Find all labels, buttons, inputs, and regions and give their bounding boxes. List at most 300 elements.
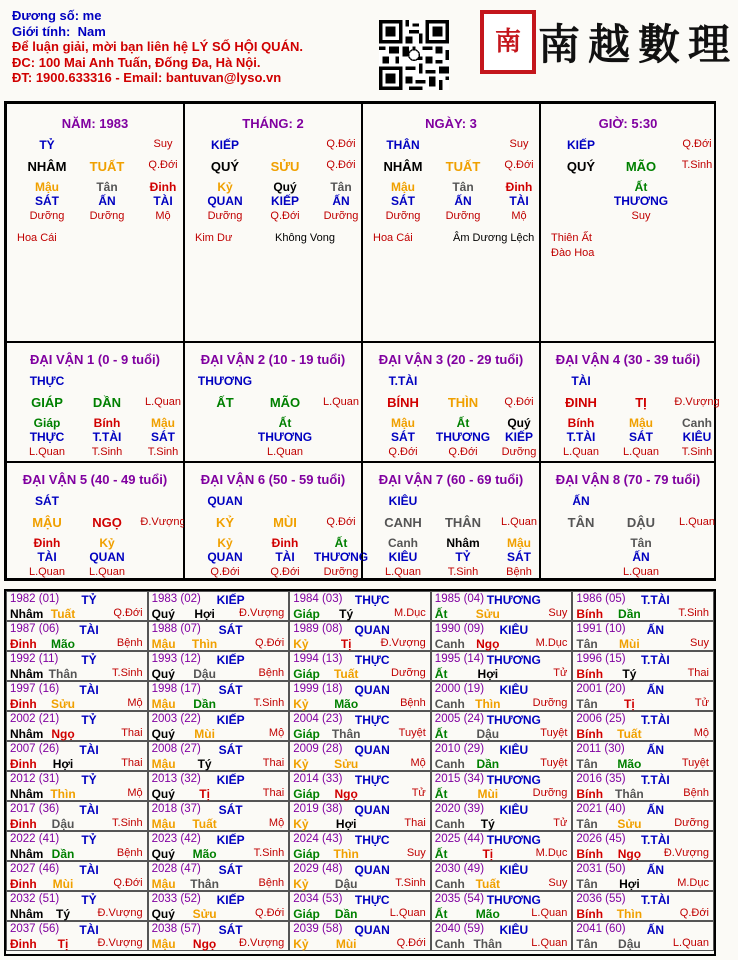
hidden-star: ẤN [332, 194, 350, 208]
year-life-stage: Q.Đới [113, 877, 143, 889]
hidden-stem: Kỷ [217, 180, 233, 194]
owner-line [12, 8, 372, 24]
hidden-stem: Đinh [149, 180, 177, 194]
year-life-stage: Đ.Vượng [380, 637, 426, 649]
earthly-branch: DẦN [92, 395, 122, 410]
year-star: QUAN [354, 683, 390, 697]
year-branch: Tý [55, 907, 70, 921]
year-stem: Mậu [151, 697, 176, 711]
year-stem: Tân [576, 757, 598, 771]
hidden-stem: Mậu [151, 416, 175, 430]
year-star: TỶ [81, 593, 97, 607]
heavenly-stem: ĐINH [565, 395, 597, 410]
year-cell [431, 771, 573, 801]
year-stem: Giáp [293, 847, 320, 861]
year-star: TÀI [79, 623, 99, 637]
year-stem: Bính [576, 667, 604, 681]
year-star: KIÊU [499, 743, 529, 757]
year-branch: Hợi [335, 817, 357, 831]
year-stem: Nhâm [10, 607, 44, 621]
hidden-star: TÀI [275, 550, 295, 564]
year-star: TÀI [79, 683, 99, 697]
earthly-branch: TUẤT [445, 159, 481, 174]
year-cell [289, 621, 431, 651]
year-cell [431, 741, 573, 771]
hidden-stem: Kỷ [99, 536, 115, 550]
heavenly-stem: NHÂM [383, 159, 423, 174]
year-branch: Dậu [334, 877, 358, 891]
hidden-life-stage: Suy [631, 210, 651, 222]
hidden-life-stage: T.Sinh [91, 446, 123, 458]
year-star: THỰC [354, 833, 390, 847]
year-star: THƯƠNG [486, 833, 541, 847]
year-label: 2013 (32) [151, 773, 201, 785]
year-star: THƯƠNG [486, 653, 541, 667]
year-branch: Hợi [52, 757, 74, 771]
dai-van-title: ĐẠI VẬN 6 (50 - 59 tuổi) [200, 472, 346, 487]
year-branch: Ngọ [51, 727, 75, 741]
year-cell [572, 621, 714, 651]
hidden-star: SÁT [391, 430, 415, 444]
year-stem: Đinh [10, 757, 37, 771]
main-star-label: TỶ [39, 138, 55, 152]
year-cell [148, 741, 290, 771]
year-cell [289, 741, 431, 771]
year-label: 1995 (14) [434, 653, 485, 665]
year-branch: Thìn [333, 847, 359, 861]
year-life-stage: T.Sinh [112, 667, 143, 679]
year-life-stage: Dưỡng [674, 817, 709, 829]
year-cell [572, 711, 714, 741]
hidden-life-stage: L.Quan [562, 446, 600, 458]
year-label: 2001 (20) [576, 683, 626, 695]
dai-van-cell-8 [540, 462, 716, 579]
year-label: 2015 (34) [434, 773, 485, 785]
year-branch: Dậu [618, 937, 641, 951]
year-label: 1982 (01) [10, 593, 60, 605]
year-stem: Kỷ [293, 637, 309, 651]
year-life-stage: Mộ [127, 787, 143, 799]
hidden-stem: Mậu [629, 416, 653, 430]
hidden-life-stage: L.Quan [88, 566, 126, 578]
year-label: 1992 (11) [10, 653, 59, 665]
year-stem: Ất [434, 607, 448, 621]
annual-luck-table [4, 589, 716, 956]
year-cell [148, 681, 290, 711]
year-label: 2031 (50) [576, 863, 626, 875]
year-life-stage: Tuyệt [540, 757, 568, 769]
year-life-stage: T.Sinh [112, 817, 143, 829]
year-cell [289, 831, 431, 861]
earthly-branch: DẬU [626, 515, 656, 530]
branch-life-stage: Q.Đới [326, 516, 356, 528]
year-life-stage: Mộ [693, 727, 709, 739]
year-branch: Tý [339, 607, 354, 621]
year-life-stage: Suy [690, 637, 709, 649]
year-stem: Ất [434, 727, 448, 741]
year-cell [6, 681, 148, 711]
year-star: QUAN [354, 923, 390, 937]
address-line: ĐC: 100 Mai Anh Tuấn, Đống Đa, Hà Nội. [12, 54, 261, 70]
year-life-stage: L.Quan [672, 937, 709, 949]
hidden-star: KIẾP [504, 430, 533, 444]
year-star: THỰC [354, 773, 390, 787]
year-label: 2029 (48) [293, 863, 343, 875]
year-cell [6, 591, 148, 621]
year-life-stage: Tuyệt [681, 757, 709, 769]
year-life-stage: Mộ [410, 757, 426, 769]
year-cell [431, 651, 573, 681]
earthly-branch: MÃO [625, 159, 657, 174]
pillar-cell-1 [6, 103, 184, 342]
dai-van-title: ĐẠI VẬN 3 (20 - 29 tuổi) [378, 352, 524, 367]
heavenly-stem: KỶ [215, 515, 235, 530]
year-cell [431, 681, 573, 711]
year-life-stage: Đ.Vượng [239, 607, 285, 619]
year-cell [289, 861, 431, 891]
special-star: Âm Dương Lệch [453, 232, 535, 244]
year-label: 1999 (18) [293, 683, 343, 695]
hidden-life-stage: L.Quan [384, 566, 422, 578]
year-stem: Kỷ [293, 817, 309, 831]
year-cell [572, 591, 714, 621]
year-branch: Sửu [617, 817, 642, 831]
hidden-life-stage: Mộ [155, 210, 171, 222]
year-branch: Tý [480, 817, 495, 831]
year-life-stage: Tử [694, 697, 709, 709]
main-star-label: ẤN [572, 494, 590, 508]
year-star: SÁT [218, 683, 243, 697]
year-life-stage: Thai [262, 787, 285, 799]
year-cell [6, 711, 148, 741]
year-star: TÀI [79, 743, 99, 757]
heavenly-stem: ẤT [216, 395, 234, 410]
year-life-stage: M.Dục [677, 877, 709, 889]
year-stem: Mậu [151, 877, 176, 891]
year-stem: Tân [576, 637, 598, 651]
hidden-star: THƯƠNG [613, 194, 669, 208]
year-stem: Giáp [293, 667, 320, 681]
year-branch: Mão [334, 697, 359, 711]
year-stem: Mậu [151, 637, 176, 651]
year-stem: Bính [576, 787, 604, 801]
earthly-branch: TỊ [635, 395, 647, 410]
year-cell [6, 861, 148, 891]
year-label: 2003 (22) [151, 713, 201, 725]
seal-stamp-icon: 南 [480, 10, 536, 74]
year-label: 1984 (03) [293, 593, 343, 605]
year-stem: Nhâm [10, 847, 44, 861]
year-label: 1993 (12) [151, 653, 201, 665]
year-label: 1994 (13) [293, 653, 343, 665]
hidden-star: ẤN [632, 550, 650, 564]
year-cell [6, 891, 148, 921]
year-life-stage: Q.Đới [113, 607, 143, 619]
year-stem: Bính [576, 727, 604, 741]
year-star: TÀI [79, 863, 99, 877]
year-label: 2025 (44) [434, 833, 485, 845]
year-branch: Sửu [192, 907, 217, 921]
year-label: 1988 (07) [151, 623, 201, 635]
branch-life-stage: Q.Đới [326, 159, 356, 171]
hidden-stem: Canh [682, 416, 712, 430]
hidden-star: TÀI [153, 194, 173, 208]
year-stem: Ất [434, 907, 448, 921]
year-stem: Đinh [10, 937, 37, 951]
qr-code-icon[interactable] [379, 20, 449, 90]
year-label: 2004 (23) [293, 713, 343, 725]
hidden-stem: Mậu [35, 180, 59, 194]
hidden-life-stage: T.Sinh [147, 446, 179, 458]
hidden-life-stage: Dưỡng [323, 566, 359, 578]
pillar-cell-4 [540, 103, 716, 342]
year-stem: Quý [151, 907, 175, 921]
year-label: 2040 (59) [434, 923, 485, 935]
year-label: 2028 (47) [151, 863, 201, 875]
year-life-stage: Suy [548, 607, 568, 619]
year-star: ẤN [646, 623, 665, 637]
heavenly-stem: QUÝ [210, 159, 240, 174]
year-label: 2024 (43) [293, 833, 343, 845]
year-stem: Đinh [10, 697, 37, 711]
year-life-stage: T.Sinh [395, 877, 426, 889]
year-cell [148, 621, 290, 651]
year-cell [431, 861, 573, 891]
dai-van-title: ĐẠI VẬN 7 (60 - 69 tuổi) [378, 472, 524, 487]
year-cell [289, 591, 431, 621]
earthly-branch: THÂN [444, 515, 482, 530]
year-branch: Thân [473, 937, 503, 951]
year-stem: Kỷ [293, 757, 309, 771]
year-stem: Tân [576, 937, 598, 951]
hidden-life-stage: Dưỡng [29, 210, 65, 222]
year-branch: Dậu [476, 727, 500, 741]
year-cell [289, 651, 431, 681]
pillar-title: THÁNG: 2 [242, 116, 304, 131]
year-cell [572, 771, 714, 801]
year-label: 2027 (46) [10, 863, 60, 875]
year-cell [148, 591, 290, 621]
year-life-stage: Suy [406, 847, 426, 859]
branch-life-stage: Q.Đới [504, 396, 534, 408]
year-star: T.TÀI [641, 833, 670, 847]
year-branch: Thân [615, 787, 644, 801]
dai-van-cell-4 [540, 342, 720, 462]
year-branch: Thân [190, 877, 219, 891]
branch-life-stage: Đ.Vượng [140, 516, 186, 528]
pillar-title: NĂM: 1983 [61, 116, 129, 131]
year-label: 2032 (51) [10, 893, 60, 905]
earthly-branch: TUẤT [89, 159, 125, 174]
year-stem: Đinh [10, 877, 37, 891]
hidden-star: T.TÀI [566, 430, 596, 444]
year-cell [289, 771, 431, 801]
year-label: 2007 (26) [10, 743, 60, 755]
year-branch: Hợi [194, 607, 215, 621]
year-branch: Hợi [619, 877, 640, 891]
year-star: SÁT [218, 923, 243, 937]
year-cell [431, 801, 573, 831]
year-life-stage: Tuyệt [398, 727, 426, 739]
hidden-star: THỰC [29, 430, 65, 444]
year-branch: Tị [199, 787, 210, 801]
year-stem: Giáp [293, 907, 320, 921]
hidden-stem: Ất [334, 536, 348, 550]
year-label: 1987 (06) [10, 623, 60, 635]
main-star-label: KIÊU [388, 494, 418, 508]
year-label: 2033 (52) [151, 893, 201, 905]
year-star: QUAN [354, 743, 390, 757]
main-star-label: SÁT [35, 494, 59, 508]
year-label: 2026 (45) [576, 833, 626, 845]
hidden-star: T.TÀI [92, 430, 122, 444]
branch-life-stage: L.Quan [678, 516, 716, 528]
hidden-stem: Tân [630, 536, 652, 550]
heavenly-stem: CANH [384, 515, 422, 530]
year-star: T.TÀI [641, 593, 670, 607]
year-label: 2036 (55) [576, 893, 626, 905]
hidden-star: THƯƠNG [313, 550, 369, 564]
year-life-stage: Bệnh [258, 877, 285, 889]
dai-van-cell-6 [184, 462, 369, 579]
hidden-stem: Đinh [271, 536, 299, 550]
year-stem: Bính [576, 907, 604, 921]
year-life-stage: Thai [687, 667, 709, 679]
year-star: KIẾP [216, 593, 245, 607]
year-cell [6, 741, 148, 771]
year-life-stage: Dưỡng [532, 697, 568, 709]
hidden-life-stage: T.Sinh [447, 566, 479, 578]
year-label: 2018 (37) [151, 803, 201, 815]
year-star: SÁT [218, 863, 243, 877]
hidden-stem: Canh [388, 536, 418, 550]
year-branch: Tuất [475, 877, 501, 891]
hidden-stem: Mậu [391, 416, 415, 430]
dai-van-cell-2 [184, 342, 362, 462]
year-star: KIẾP [216, 713, 245, 727]
hidden-stem: Quý [507, 416, 531, 430]
hidden-life-stage: Q.Đới [270, 566, 300, 578]
year-branch: Thìn [191, 637, 218, 651]
gender-label: Giới tính: [12, 23, 71, 39]
hidden-life-stage: Dưỡng [207, 210, 243, 222]
year-branch: Tý [622, 667, 637, 681]
year-life-stage: Thai [404, 817, 426, 829]
year-branch: Hợi [477, 667, 499, 681]
year-branch: Tuất [50, 607, 76, 621]
year-life-stage: Tử [553, 817, 568, 829]
year-star: TỶ [81, 773, 97, 787]
year-cell [572, 861, 714, 891]
hidden-star: KIÊU [682, 430, 712, 444]
dai-van-cell-5 [6, 462, 184, 579]
earthly-branch: SỬU [270, 159, 300, 174]
year-life-stage: M.Dục [535, 637, 568, 649]
hidden-stem: Đinh [505, 180, 533, 194]
year-star: TỶ [81, 893, 97, 907]
hidden-life-stage: Dưỡng [323, 210, 359, 222]
year-life-stage: Suy [548, 877, 568, 889]
year-label: 1985 (04) [434, 593, 485, 605]
main-star-label: KIẾP [210, 138, 239, 152]
hidden-life-stage: L.Quan [266, 446, 304, 458]
year-branch: Dần [618, 607, 641, 621]
year-branch: Dần [476, 757, 500, 771]
special-star: Hoa Cái [373, 232, 413, 244]
heavenly-stem: MẬU [32, 515, 62, 530]
hidden-life-stage: Q.Đới [270, 210, 300, 222]
hidden-star: TỶ [455, 550, 471, 564]
year-life-stage: Thai [121, 757, 143, 769]
year-branch: Mão [475, 907, 500, 921]
year-branch: Thìn [616, 907, 643, 921]
hidden-life-stage: T.Sinh [681, 446, 713, 458]
year-cell [572, 921, 714, 951]
branch-life-stage: L.Quan [500, 516, 538, 528]
year-life-stage: L.Quan [531, 907, 568, 919]
hidden-stem: Tân [330, 180, 352, 194]
year-star: TỶ [81, 713, 97, 727]
year-branch: Mùi [619, 637, 640, 651]
hidden-life-stage: Dưỡng [385, 210, 421, 222]
phone-email-line: ĐT: 1900.633316 - Email: bantuvan@lyso.vn [12, 70, 282, 85]
year-branch: Mùi [52, 877, 74, 891]
year-stem: Quý [151, 787, 175, 801]
hidden-star: SÁT [507, 550, 531, 564]
year-stem: Kỷ [293, 937, 309, 951]
year-star: TÀI [79, 923, 99, 937]
gender-line [12, 24, 372, 40]
year-branch: Mùi [335, 937, 357, 951]
chart-grid [4, 101, 720, 581]
year-cell [148, 771, 290, 801]
year-star: SÁT [218, 803, 243, 817]
hidden-life-stage: Dưỡng [445, 210, 481, 222]
year-star: ẤN [646, 743, 665, 757]
year-branch: Mùi [477, 787, 499, 801]
year-star: T.TÀI [641, 893, 670, 907]
year-stem: Giáp [293, 727, 320, 741]
year-life-stage: Q.Đới [679, 907, 709, 919]
year-star: TỶ [81, 833, 97, 847]
year-life-stage: Q.Đới [396, 937, 426, 949]
year-label: 1986 (05) [576, 593, 626, 605]
year-star: T.TÀI [641, 653, 670, 667]
year-label: 2039 (58) [293, 923, 343, 935]
hidden-life-stage: Q.Đới [388, 446, 418, 458]
main-star-label: TÀI [571, 374, 591, 388]
hidden-life-stage: Mộ [511, 210, 527, 222]
year-life-stage: Thai [121, 727, 143, 739]
hidden-stem: Mậu [391, 180, 415, 194]
earthly-branch: NGỌ [92, 515, 122, 530]
year-star: THƯƠNG [486, 593, 541, 607]
year-label: 2037 (56) [10, 923, 60, 935]
year-label: 2019 (38) [293, 803, 343, 815]
year-branch: Tuất [192, 817, 217, 831]
year-life-stage: M.Dục [394, 607, 426, 619]
year-stem: Tân [576, 877, 598, 891]
hidden-stem: Mậu [507, 536, 531, 550]
year-stem: Ất [434, 847, 448, 861]
year-stem: Kỷ [293, 697, 309, 711]
year-life-stage: Tử [411, 787, 426, 799]
heavenly-stem: QUÝ [566, 159, 596, 174]
year-label: 1996 (15) [576, 653, 626, 665]
year-branch: Tuất [617, 727, 642, 741]
year-cell [6, 831, 148, 861]
year-cell [572, 831, 714, 861]
